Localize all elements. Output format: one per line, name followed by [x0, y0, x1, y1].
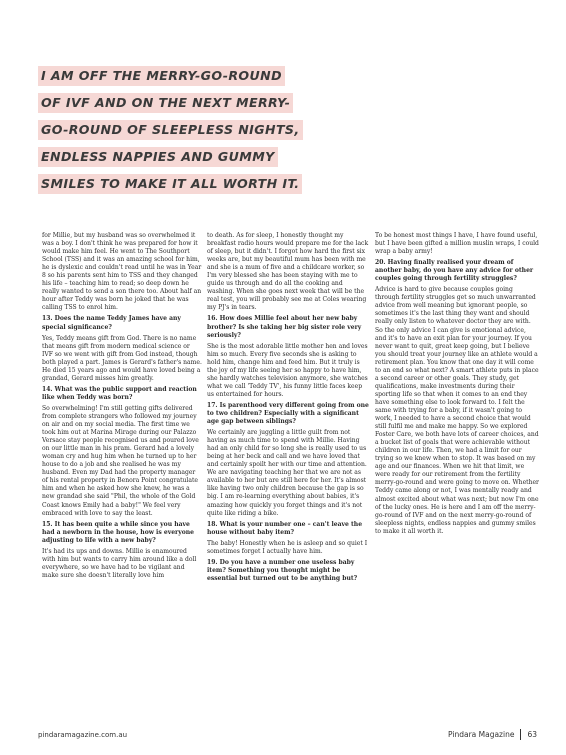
answer-paragraph: to death. As for sleep, I honestly thought my breakfast radio hours would prepare me for the lack of sleep, but it didn't. I forgot how hard the first six weeks are, but my beautiful mum has been with me and she is a mum of five and a childcare worker, so I'm very blessed she has been staying with me to guide us through and do all the cooking and washing. When she goes next week that will be the real test, you will probably see me at Coles wearing my PJ's in tears.: [207, 232, 369, 312]
answer-paragraph: We certainly are juggling a little guilt from not having as much time to spend with Millie. Having had an only child for so long she is really used to us being at her beck and call and we have loved that and certainly spoilt her with our time and attention. We are navigating teaching her that we are not as available to her but are still here for her. It's almost like having two only children because the gap is so big. I am re-learning everything about babies, it's amazing how quickly you forget things and it's not quite like riding a bike.: [207, 429, 367, 517]
answer-paragraph: It's had its ups and downs. Millie is enamoured with him but wants to carry him around like a doll everywhere, so we have had to be vigilant and make sure she doesn't literally love him: [42, 547, 197, 579]
footer-divider: [520, 729, 521, 740]
interview-question: 16. How does Millie feel about her new baby brother? Is she taking her big sister role very seriously?: [207, 315, 362, 339]
pull-quote: [38, 66, 338, 201]
interview-question: 14. What was the public support and reaction like when Teddy was born?: [42, 385, 197, 401]
interview-question: 20. Having finally realised your dream of another baby, do you have any advice for other couples going through fertility struggles?: [375, 259, 534, 283]
article-column-2: [207, 232, 370, 586]
footer-page-info: [448, 729, 537, 740]
page-number: 63: [527, 730, 537, 739]
article-column-3: [375, 232, 539, 539]
answer-paragraph: The baby! Honestly when he is asleep and so quiet I sometimes forget I actually have him.: [207, 539, 368, 555]
article-column-1: [42, 232, 202, 583]
answer-paragraph: Advice is hard to give because couples going through fertility struggles get so much unwarranted advice from well meaning but ignorant people, so sometimes it's the last thing they want and should really only listen to whatever doctor they are with. So the only advice I can give is emotional advice, and it's to have an exit plan for your journey. If you never want to quit, great keep going, but I believe you should treat your journey like an athlete would a retirement plan. You know that one day it will come to an end so what next? A smart athlete puts in place a second career or other goals. They study, get qualifications, make investments during their sporting life so that when it comes to an end they have something else to look forward to. I felt the same with trying for a baby, if it wasn't going to work, I needed to have a second choice that would still fulfil me and make me happy. So we explored Foster Care, we both have lots of career choices, and a bucket list of goals that were achievable without children in our life. Then, we had a limit for our trying so we knew when to stop. It was based on my age and our finances. When we hit that limit, we were ready for our retirement from the fertility merry-go-round and were going to move on. Whether Teddy came along or not, I was mentally ready and almost excited about what was next; but now I'm one of the lucky ones. He is here and I am off the merry-go-round of IVF and on the next merry-go-round of sleepless nights, endless nappies and gummy smiles to make it all worth it.: [375, 286, 539, 535]
pull-quote-line: ENDLESS NAPPIES AND GUMMY: [38, 147, 278, 167]
answer-paragraph: Yes, Teddy means gift from God. There is no name that means gift from modern medical science or IVF so we went with gift from God instead, though both played a part. James is Gerard's father's name. He died 15 years ago and would have loved being a grandad, Gerard misses him greatly.: [42, 334, 202, 382]
interview-question: 18. What is your number one – can't leave the house without baby item?: [207, 520, 363, 536]
interview-question: 19. Do you have a number one useless baby item? Something you thought might be essential but turned out to be anything but?: [207, 558, 358, 582]
interview-question: 13. Does the name Teddy James have any special significance?: [42, 315, 181, 331]
answer-paragraph: To be honest most things I have, I have found useful, but I have been gifted a million muslin wraps, I could wrap a baby army!: [375, 232, 539, 256]
pull-quote-line: OF IVF AND ON THE NEXT MERRY-: [38, 93, 293, 113]
interview-question: 17. Is parenthood very different going from one to two children? Especially with a significant age gap between siblings?: [207, 401, 369, 426]
pull-quote-line: GO-ROUND OF SLEEPLESS NIGHTS,: [38, 120, 303, 140]
answer-paragraph: for Millie, but my husband was so overwhelmed it was a boy. I don't think he was prepared for how it would make him feel. He went to The Southport School (TSS) and it was an amazing school for him, he is dyslexic and couldn't read until he was in Year 8 so his parents sent him to TSS and they changed his life – teaching him to read; so deep down he really wanted to send a son there too. About half an hour after Teddy was born he joked that he was calling TSS to enrol him.: [42, 232, 202, 312]
pull-quote-line: SMILES TO MAKE IT ALL WORTH IT.: [38, 174, 302, 194]
footer-website-url: pindaramagazine.com.au: [38, 731, 128, 739]
answer-paragraph: So overwhelming! I'm still getting gifts delivered from complete strangers who followed my journey on air and on my social media. The first time we took him out at Marina Mirage during our Palazzo Versace stay people recognised us and poured love on our little man in his pram. Gerard had a lovely woman cry and hug him when he turned up to her house to do a job and she realised he was my husband. Even my Dad had the property manager of his rental property in Benora Point congratulate him and when he asked how she knew, he was a new grandad she said "Phil, the whole of the Gold Coast knows Emily had a baby!" We feel very embraced with love to say the least.: [42, 404, 199, 517]
answer-paragraph: She is the most adorable little mother hen and loves him so much. Every five seconds she is asking to hold him, change him and feed him. But it truly is the joy of my life seeing her so happy to have him, she hardly watches television anymore, she watches what we call 'Teddy TV', his funny little faces keep us entertained for hours.: [207, 342, 368, 398]
footer-magazine-name: Pindara Magazine: [448, 730, 515, 739]
pull-quote-line: I AM OFF THE MERRY-GO-ROUND: [38, 66, 285, 86]
interview-question: 15. It has been quite a while since you have had a newborn in the house, how is everyone adjusting to life with a new baby?: [42, 520, 195, 544]
